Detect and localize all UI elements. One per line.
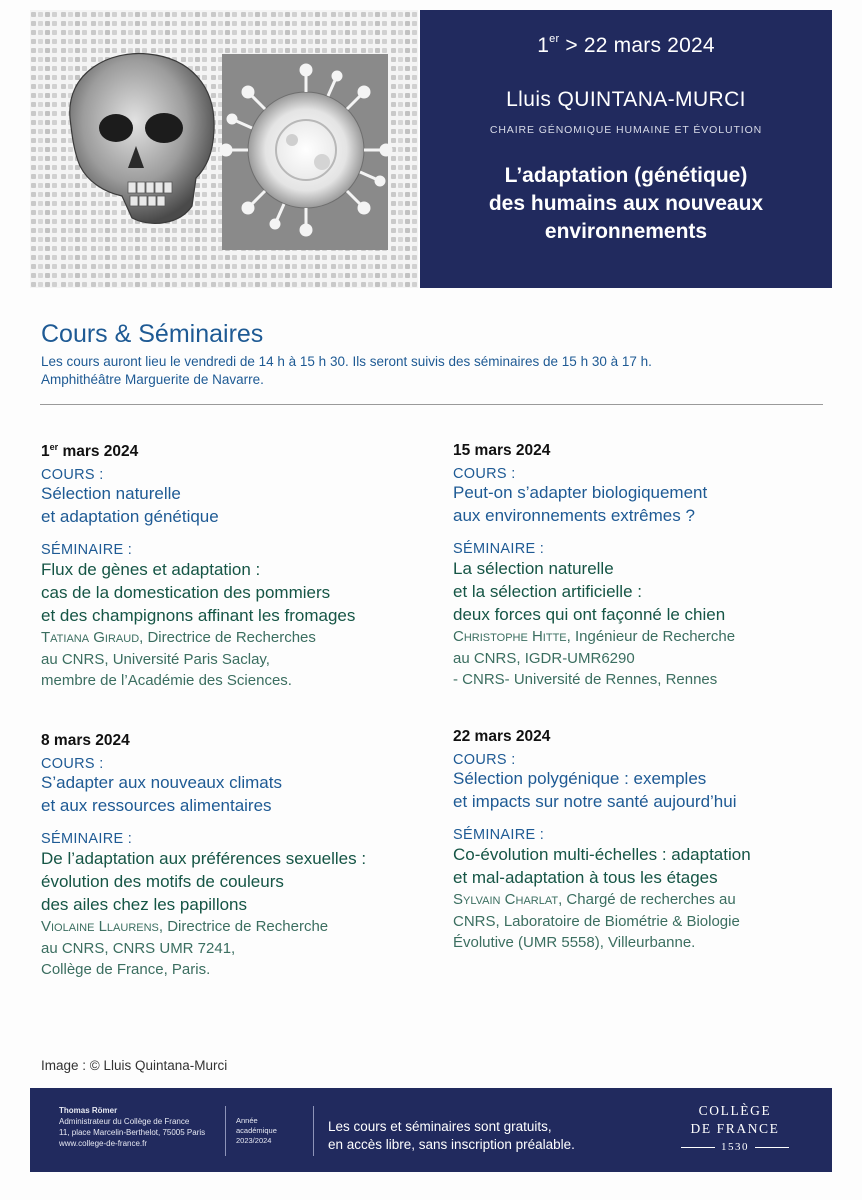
series-title: L’adaptation (génétique) des humains aux nouveaux environnements: [488, 164, 764, 243]
seminar-title: De l’adaptation aux préférences sexuelles : évolution des motifs de couleurs des ailes chez les papillons: [41, 849, 367, 914]
seminar-title: La sélection naturelle et la sélection artificielle : deux forces qui ont façonné le chien: [453, 559, 726, 624]
session-8-mars: [41, 732, 431, 981]
schedule-info: Les cours auront lieu le vendredi de 14 h à 15 h 30. Ils seront suivis des séminaires de 15 h 30 à 17 h. Amphithéâtre Marguerite de Navarre.: [41, 354, 652, 387]
divider: [40, 404, 823, 405]
hero-illustration: [30, 10, 418, 288]
footer-separator: [225, 1106, 226, 1156]
image-credit: Image : © Lluis Quintana-Murci: [41, 1058, 228, 1073]
seminar-title: Flux de gènes et adaptation : cas de la domestication des pommiers et des champignons affinant les fromages: [41, 560, 356, 626]
course-title: Sélection naturelle et adaptation génétique: [41, 484, 219, 526]
session-date: 1er mars 2024: [41, 442, 139, 461]
course-label: COURS :: [41, 467, 104, 484]
seminar-label: SÉMINAIRE :: [453, 541, 545, 557]
seminar-speaker: Sylvain Charlat, Chargé de recherches au CNRS, Laboratoire de Biométrie & Biologie Évolutive (UMR 5558), Villeurbanne.: [453, 891, 740, 951]
series-dates: 1er > 22 mars 2024: [537, 33, 715, 57]
header-panel: [420, 10, 832, 288]
course-label: COURS :: [41, 756, 104, 772]
college-de-france-logo: COLLÈGE DE FRANCE 1530: [670, 1102, 800, 1153]
footer-separator: [313, 1106, 314, 1156]
course-title: S’adapter aux nouveaux climats et aux ressources alimentaires: [41, 773, 282, 815]
website-link[interactable]: www.college-de-france.fr: [59, 1139, 148, 1148]
seminar-title: Co-évolution multi-échelles : adaptation et mal-adaptation à tous les étages: [453, 845, 751, 887]
free-access-note: Les cours et séminaires sont gratuits, en accès libre, sans inscription préalable.: [328, 1119, 575, 1152]
seminar-label: SÉMINAIRE :: [41, 542, 133, 559]
lecturer-name: Lluis QUINTANA-MURCI: [506, 88, 746, 111]
seminar-speaker: Violaine Llaurens, Directrice de Recherche au CNRS, CNRS UMR 7241, Collège de France, Paris.: [41, 918, 329, 978]
session-date: 22 mars 2024: [453, 728, 551, 745]
session-date: 15 mars 2024: [453, 442, 551, 459]
session-22-mars: [453, 728, 843, 954]
seminar-label: SÉMINAIRE :: [41, 831, 133, 847]
academic-year: Année académique 2023/2024: [236, 1116, 277, 1145]
seminar-label: SÉMINAIRE :: [453, 827, 545, 843]
virus-icon: [221, 65, 391, 235]
session-date: 8 mars 2024: [41, 732, 130, 749]
seminar-speaker: Christophe Hitte, Ingénieur de Recherche au CNRS, IGDR-UMR6290 - CNRS- Université de Rennes, Rennes: [453, 628, 736, 688]
seminar-speaker: Tatiana Giraud, Directrice de Recherches au CNRS, Université Paris Saclay, membre de l’Académie des Sciences.: [41, 629, 316, 690]
course-title: Sélection polygénique : exemples et impacts sur notre santé aujourd’hui: [453, 769, 737, 811]
session-15-mars: [453, 442, 843, 691]
course-title: Peut-on s’adapter biologiquement aux environnements extrêmes ?: [453, 483, 708, 525]
course-label: COURS :: [453, 752, 516, 768]
administrator-info: Thomas Römer Administrateur du Collège de France 11, place Marcelin-Berthelot, 75005 Paris www.college-de-france.fr: [59, 1106, 206, 1148]
footer-bar: [30, 1088, 832, 1172]
chair-name: CHAIRE GÉNOMIQUE HUMAINE ET ÉVOLUTION: [489, 124, 763, 136]
section-heading: Cours & Séminaires: [41, 320, 264, 348]
course-label: COURS :: [453, 466, 516, 482]
session-1-mars: [41, 442, 431, 692]
